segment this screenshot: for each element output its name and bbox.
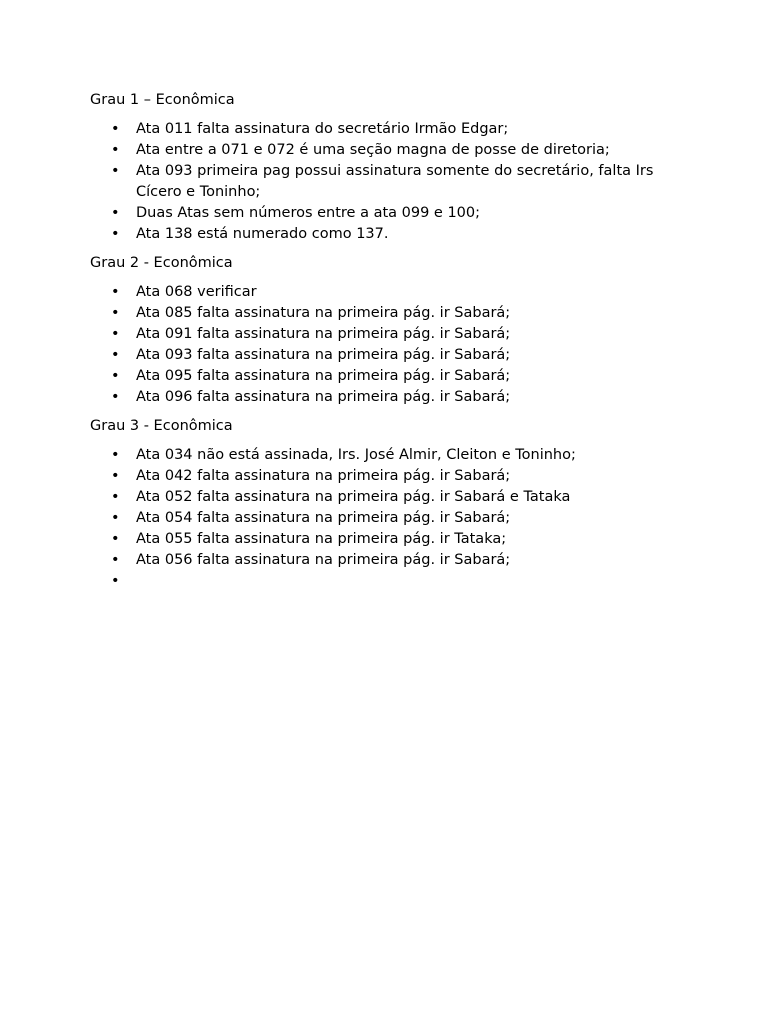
list-item-text: Ata 085 falta assinatura na primeira pág. ir Sabará;: [136, 305, 511, 321]
bullet-icon: •: [111, 510, 120, 526]
list-item: [90, 282, 690, 303]
list-item-text: Ata 093 falta assinatura na primeira pág. ir Sabará;: [136, 347, 511, 363]
bullet-icon: •: [111, 142, 120, 158]
list-item: [90, 487, 690, 508]
list-item: [90, 387, 690, 408]
list-item: [90, 324, 690, 345]
list-item: [90, 203, 690, 224]
list-item: [90, 161, 690, 203]
list-item: [90, 508, 690, 529]
bullet-icon: •: [111, 121, 120, 137]
list-item-text: Ata 091 falta assinatura na primeira pág. ir Sabará;: [136, 326, 511, 342]
list-item: [90, 466, 690, 487]
bullet-icon: •: [111, 389, 120, 405]
list-item: [90, 445, 690, 466]
bullet-list-grau-2: [90, 282, 690, 408]
list-item-text: Ata entre a 071 e 072 é uma seção magna de posse de diretoria;: [136, 142, 610, 158]
list-item: [90, 550, 690, 571]
bullet-list-grau-1: [90, 119, 690, 245]
bullet-icon: •: [111, 368, 120, 384]
list-item: [90, 366, 690, 387]
section-heading-grau-1: Grau 1 – Econômica: [90, 92, 235, 108]
list-item-text: Ata 096 falta assinatura na primeira pág. ir Sabará;: [136, 389, 511, 405]
list-item: [90, 224, 690, 245]
bullet-icon: •: [111, 205, 120, 221]
bullet-icon: •: [111, 552, 120, 568]
bullet-icon: •: [111, 573, 120, 589]
list-item-text: Ata 011 falta assinatura do secretário Irmão Edgar;: [136, 121, 509, 137]
section-heading-grau-3: Grau 3 - Econômica: [90, 418, 233, 434]
bullet-icon: •: [111, 163, 120, 179]
list-item-text: Ata 095 falta assinatura na primeira pág. ir Sabará;: [136, 368, 511, 384]
list-item-text: Ata 068 verificar: [136, 284, 257, 300]
list-item: [90, 119, 690, 140]
bullet-icon: •: [111, 326, 120, 342]
section-heading-grau-2: Grau 2 - Econômica: [90, 255, 233, 271]
list-item: [90, 345, 690, 366]
list-item-text: Duas Atas sem números entre a ata 099 e 100;: [136, 205, 481, 221]
list-item-text: Ata 052 falta assinatura na primeira pág. ir Sabará e Tataka: [136, 489, 571, 505]
bullet-icon: •: [111, 347, 120, 363]
bullet-icon: •: [111, 531, 120, 547]
bullet-icon: •: [111, 226, 120, 242]
list-item-text: Ata 042 falta assinatura na primeira pág. ir Sabará;: [136, 468, 511, 484]
document-body: [90, 90, 690, 600]
bullet-icon: •: [111, 305, 120, 321]
list-item: [90, 140, 690, 161]
list-item-text: Ata 054 falta assinatura na primeira pág. ir Sabará;: [136, 510, 511, 526]
bullet-icon: •: [111, 489, 120, 505]
bullet-icon: •: [111, 468, 120, 484]
list-item: [90, 529, 690, 550]
list-item-text: Ata 056 falta assinatura na primeira pág. ir Sabará;: [136, 552, 511, 568]
list-item-empty: [90, 571, 690, 592]
list-item-text: Ata 093 primeira pag possui assinatura somente do secretário, falta Irs Cícero e Toninho;: [136, 163, 654, 200]
bullet-icon: •: [111, 284, 120, 300]
bullet-icon: •: [111, 447, 120, 463]
list-item: [90, 303, 690, 324]
list-item-text: Ata 055 falta assinatura na primeira pág. ir Tataka;: [136, 531, 507, 547]
bullet-list-grau-3: [90, 445, 690, 592]
list-item-text: Ata 034 não está assinada, Irs. José Almir, Cleiton e Toninho;: [136, 447, 576, 463]
list-item-text: Ata 138 está numerado como 137.: [136, 226, 389, 242]
